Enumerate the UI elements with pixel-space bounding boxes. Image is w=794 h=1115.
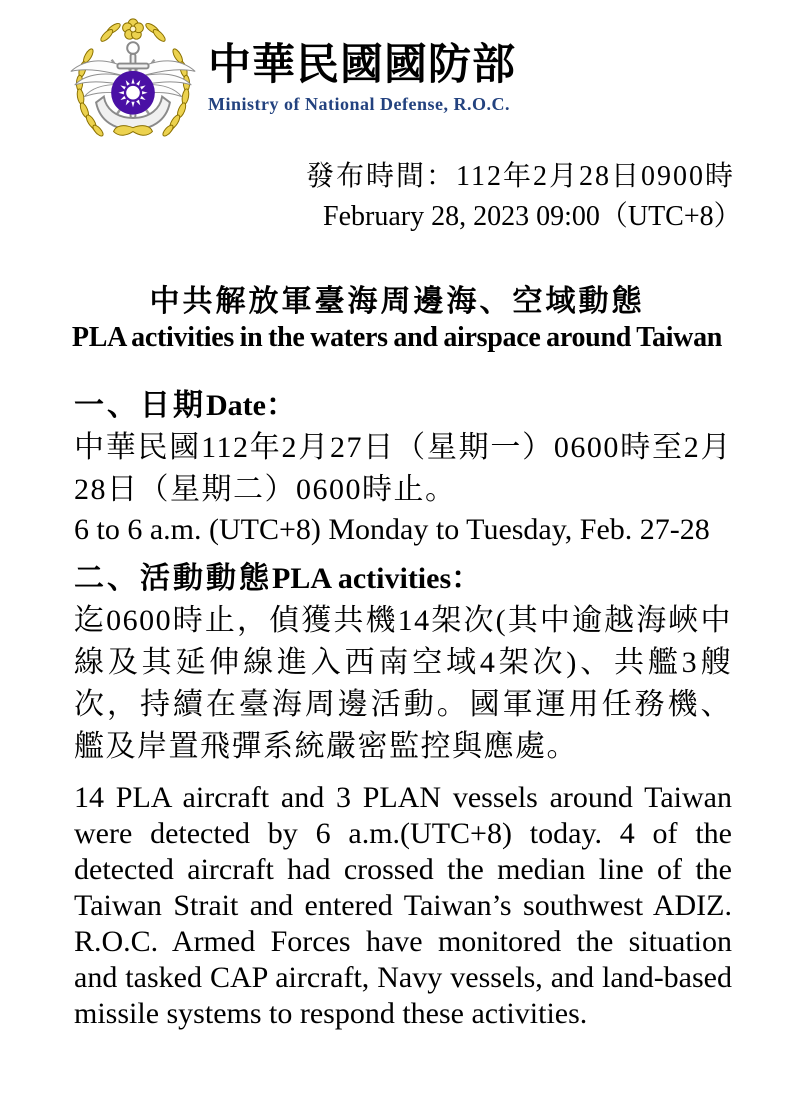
section-activities-body-zh: 迄0600時止，偵獲共機14架次(其中逾越海峽中線及其延伸線進入西南空域4架次)、共艦3艘次，持續在臺海周邊活動。國軍運用任務機、艦及岸置飛彈系統嚴密監控與應處。 [74,604,732,763]
section-date-heading [74,385,732,427]
masthead-text [208,15,516,115]
release-time-en: February 28, 2023 09:00（UTC+8） [323,201,742,232]
section-date-heading-zh: 一、日期 [74,389,206,422]
mnd-emblem-icon [64,15,202,151]
org-title-en: Ministry of National Defense, R.O.C. [208,94,510,114]
section-activities-heading [74,558,732,600]
release-time-block [306,157,794,237]
section-activities-heading-en: PLA activities： [272,562,482,595]
doc-title-zh: 中共解放軍臺海周邊海、空域動態 [149,285,645,318]
doc-title-en: PLA activities in the waters and airspace around Taiwan [71,322,723,353]
section-activities-body-en: 14 PLA aircraft and 3 PLAN vessels around Taiwan were detected by 6 a.m.(UTC+8) today. 4 of the detected aircraft had crossed the median line of the Taiwan Strait and entered Taiwan’s southwest ADIZ. R.O.C. Armed Forces have monitored the situation and tasked CAP aircraft, Navy vessels, and land-based missile systems to respond these activities. [74,781,732,1030]
section-date-body-en: 6 to 6 a.m. (UTC+8) Monday to Tuesday, Feb. 27-28 [74,513,710,546]
section-activities-heading-zh: 二、活動動態 [74,562,272,595]
section-activities [74,558,732,1032]
section-date-body-zh: 中華民國112年2月27日（星期一）0600時至2月28日（星期二）0600時止。 [74,431,732,506]
section-date [74,385,732,548]
section-date-heading-en: Date： [206,389,296,422]
release-time-zh: 發布時間：112年2月28日0900時 [306,161,735,192]
masthead [0,0,794,151]
org-title-zh: 中華民國國防部 [208,42,516,89]
